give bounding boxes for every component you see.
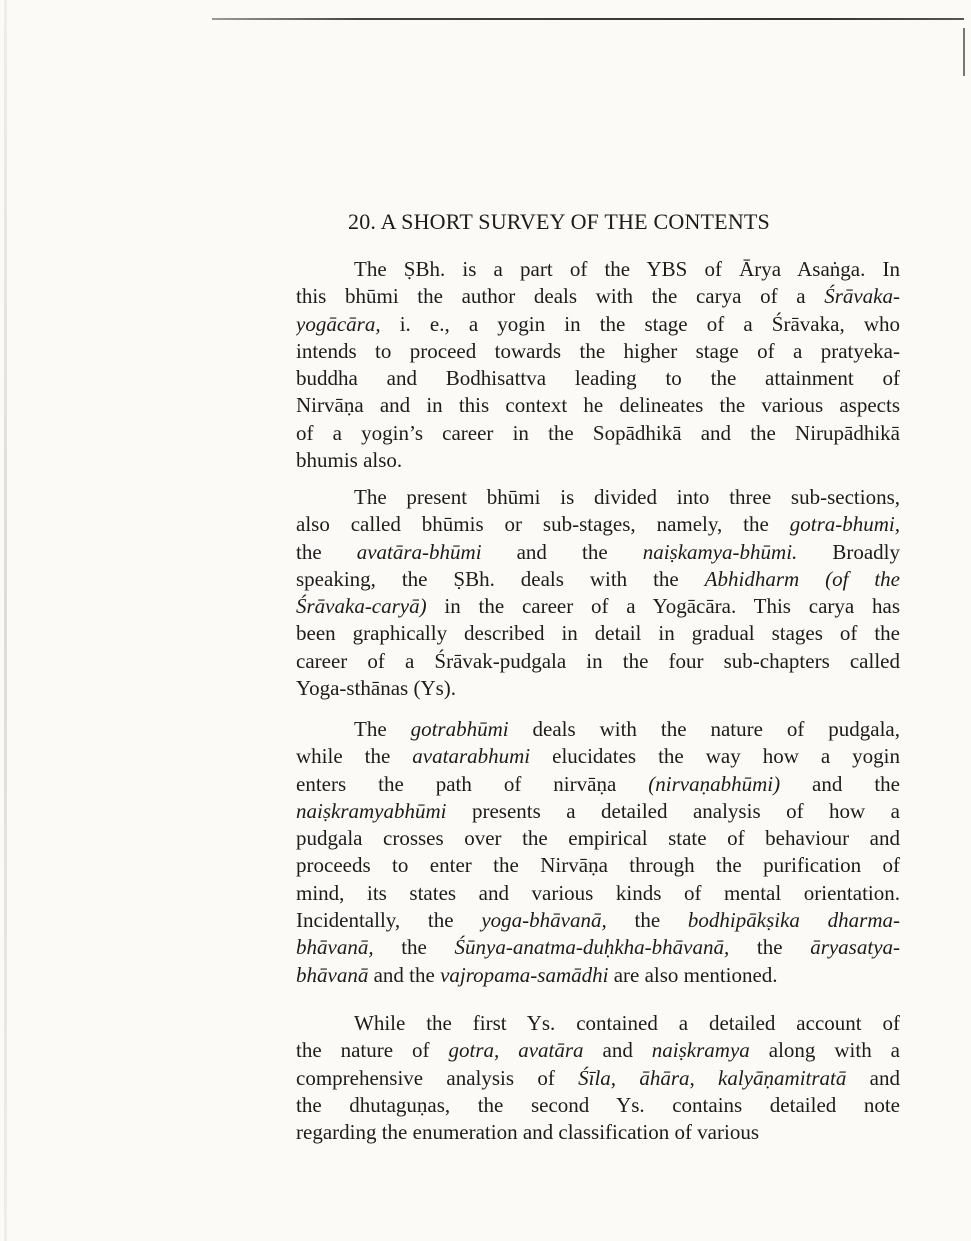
text-line xyxy=(296,880,900,907)
page-left-shadow xyxy=(4,0,7,1241)
text-run: intends to proceed towards the higher stage of a pratyeka- xyxy=(296,338,900,363)
text-line xyxy=(296,1119,900,1146)
italic-term: bhāvanā xyxy=(296,962,369,987)
text-run: presents a detailed analysis of how a xyxy=(446,798,900,823)
paragraph-1 xyxy=(296,256,900,474)
text-line xyxy=(296,852,900,879)
italic-term: gotrabhūmi xyxy=(410,717,509,741)
text-line xyxy=(296,1065,900,1092)
text-line xyxy=(296,716,900,743)
text-run: elucidates the way how a yogin xyxy=(530,744,900,769)
text-line xyxy=(296,311,900,338)
italic-term: naiṣkramya xyxy=(651,1038,750,1063)
text-line xyxy=(296,1010,900,1037)
paragraph-2 xyxy=(296,484,900,702)
italic-term: āryasatya- xyxy=(810,935,900,960)
text-line xyxy=(296,743,900,770)
text-line xyxy=(296,648,900,675)
text-line xyxy=(296,593,900,620)
italic-term: Śūnya-anatma-duḥkha-bhāvanā, xyxy=(454,935,730,960)
italic-term: vajropama-samādhi xyxy=(440,962,609,987)
italic-term: yogācāra, xyxy=(296,311,381,336)
text-line xyxy=(296,365,900,392)
paragraph-3 xyxy=(296,716,900,989)
italic-term: gotra-bhumi, xyxy=(789,512,900,537)
italic-term: avatarabhumi xyxy=(412,744,531,769)
text-line xyxy=(296,511,900,538)
text-line xyxy=(296,256,900,283)
text-run: the xyxy=(729,935,811,960)
italic-term: Abhidharm (of the xyxy=(704,566,900,591)
text-run: proceeds to enter the Nirvāṇa through the purification of xyxy=(296,853,900,878)
text-line xyxy=(296,447,900,474)
text-run: and the xyxy=(780,771,900,796)
text-line xyxy=(296,825,900,852)
text-run: the dhutaguṇas, the second Ys. contains detailed note xyxy=(296,1092,900,1117)
text-run: while the xyxy=(296,744,413,769)
text-line xyxy=(296,539,900,566)
text-run: While the first Ys. contained a detailed account of xyxy=(354,1011,900,1035)
text-line xyxy=(296,392,900,419)
text-line xyxy=(296,420,900,447)
text-run: also called bhūmis or sub-stages, namely, the xyxy=(296,512,790,537)
text-run: Yoga-sthānas (Ys). xyxy=(296,676,457,701)
italic-term: bhāvanā, xyxy=(296,935,374,960)
text-run: i. e., a yogin in the stage of a Śrāvaka, who xyxy=(380,311,900,336)
text-run: regarding the enumeration and classification of various xyxy=(296,1120,760,1145)
text-run: along with a xyxy=(749,1038,900,1063)
text-line xyxy=(296,620,900,647)
text-run: and the xyxy=(368,962,441,987)
text-run: enters the path of nirvāṇa xyxy=(296,771,649,796)
italic-term: avatāra-bhūmi xyxy=(356,539,482,564)
italic-term: gotra, avatāra xyxy=(448,1038,584,1063)
text-line xyxy=(296,1037,900,1064)
text-line xyxy=(296,934,900,961)
text-run: in the career of a Yogācāra. This carya has xyxy=(426,594,900,619)
text-run: career of a Śrāvak-pudgala in the four sub-chapters called xyxy=(296,648,900,673)
text-run: the xyxy=(373,935,455,960)
text-run: deals with the nature of pudgala, xyxy=(508,717,900,741)
text-run: pudgala crosses over the empirical state of behaviour and xyxy=(296,826,900,851)
italic-term: (nirvaṇabhūmi) xyxy=(648,771,781,796)
text-run: and xyxy=(846,1065,900,1090)
text-line xyxy=(296,907,900,934)
paragraph-4 xyxy=(296,1010,900,1146)
italic-term: naiṣkramyabhūmi xyxy=(296,798,447,823)
text-line xyxy=(296,566,900,593)
text-run: are also mentioned. xyxy=(608,962,778,987)
text-run: The ṢBh. is a part of the YBS of Ārya Asaṅga. In xyxy=(354,257,900,281)
text-run: been graphically described in detail in gradual stages of the xyxy=(296,621,900,646)
text-line xyxy=(296,283,900,310)
text-line xyxy=(296,338,900,365)
section-heading: 20. A SHORT SURVEY OF THE CONTENTS xyxy=(348,209,770,234)
italic-term: Śīla, āhāra, kalyāṇamitratā xyxy=(578,1065,847,1090)
text-line xyxy=(296,675,900,702)
text-run: the nature of xyxy=(296,1038,449,1063)
text-run: Nirvāṇa and in this context he delineates the various aspects xyxy=(296,393,900,418)
text-run: the xyxy=(296,539,357,564)
text-run: the xyxy=(606,908,688,933)
text-line xyxy=(296,771,900,798)
italic-term: naiṣkamya-bhūmi. xyxy=(642,539,798,564)
text-run: and the xyxy=(481,539,643,564)
text-run: buddha and Bodhisattva leading to the attainment of xyxy=(296,366,900,391)
text-run: speaking, the ṢBh. deals with the xyxy=(296,566,705,591)
text-run: and xyxy=(583,1038,652,1063)
text-run: comprehensive analysis of xyxy=(296,1065,579,1090)
italic-term: yoga-bhāvanā, xyxy=(481,908,607,933)
text-run: The xyxy=(354,717,411,741)
italic-term: Śrāvaka-caryā) xyxy=(296,594,427,619)
text-run: mind, its states and various kinds of mental orientation. xyxy=(296,880,900,905)
text-run: this bhūmi the author deals with the carya of a xyxy=(296,284,825,309)
text-run: bhumis also. xyxy=(296,448,403,473)
italic-term: bodhipākṣika dharma- xyxy=(687,908,900,933)
text-run: Incidentally, the xyxy=(296,908,482,933)
text-line xyxy=(296,798,900,825)
text-line xyxy=(296,484,900,511)
text-line xyxy=(296,962,900,989)
text-run: Broadly xyxy=(797,539,900,564)
text-run: The present bhūmi is divided into three sub-sections, xyxy=(354,485,900,509)
text-line xyxy=(296,1092,900,1119)
top-rule xyxy=(212,18,964,20)
text-run: of a yogin’s career in the Sopādhikā and the Nirupādhikā xyxy=(296,420,900,445)
italic-term: Śrāvaka- xyxy=(824,284,900,309)
right-edge-mark xyxy=(963,28,965,76)
